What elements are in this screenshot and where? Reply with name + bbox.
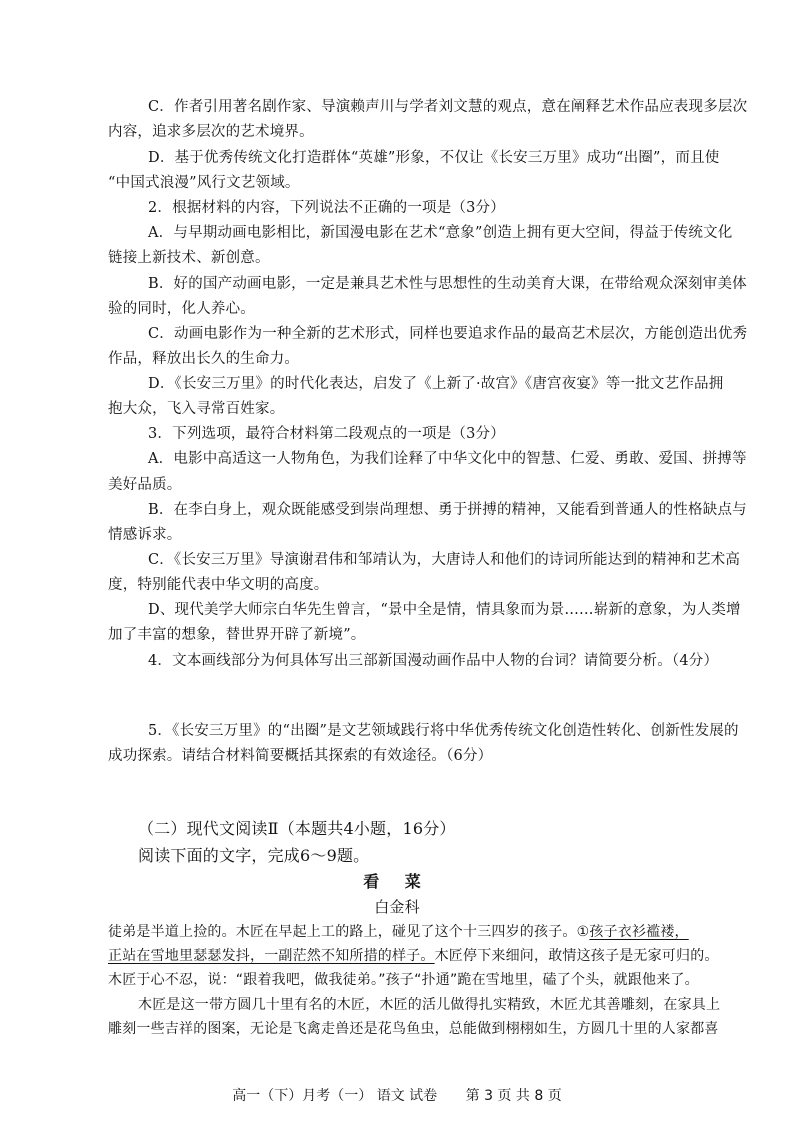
- q2-option-c-line2: 作品，释放出长久的生命力。: [108, 351, 300, 367]
- option-c-line1: C．作者引用著名剧作家、导演赖声川与学者刘文慧的观点，意在阐释艺术作品应表现多层次: [148, 99, 748, 115]
- story-p1-text-2: 木匠停下来细问，敢情这孩子是无家可归的。: [434, 948, 719, 964]
- story-title: 看 菜: [363, 872, 431, 891]
- question-2-stem: 2．根据材料的内容，下列说法不正确的一项是（3分）: [148, 200, 505, 216]
- footer-page-number: 第 3 页 共 8 页: [465, 1088, 562, 1104]
- question-5-line1: 5．《长安三万里》的“出圈”是文艺领域践行将中华优秀传统文化创造性转化、创新性发展的: [148, 723, 739, 739]
- q3-option-d-line2: 加了丰富的想象，替世界开辟了新境”。: [108, 627, 366, 643]
- story-p1-text: 徒弟是半道上捡的。木匠在早起上工的路上，碰见了这个十三四岁的孩子。①: [108, 924, 590, 940]
- story-paragraph-2-line2: 雕刻一些吉祥的图案，无论是飞禽走兽还是花鸟鱼虫，总能做到栩栩如生，方圆几十里的人家都喜: [108, 1021, 719, 1037]
- question-5-line2: 成功探索。请结合材料简要概括其探索的有效途径。（6分）: [108, 748, 493, 764]
- underlined-passage-1: 孩子衣衫褴褛，: [589, 924, 689, 940]
- story-author: 白金科: [374, 898, 420, 916]
- section-2-instruction: 阅读下面的文字，完成6～9题。: [138, 846, 370, 865]
- q3-option-a-line1: A．电影中高适这一人物角色，为我们诠释了中华文化中的智慧、仁爱、勇敢、爱国、拼搏等: [148, 451, 747, 467]
- q3-option-c-line1: C．《长安三万里》导演谢君伟和邹靖认为，大唐诗人和他们的诗词所能达到的精神和艺术高: [148, 552, 741, 568]
- story-paragraph-1-line2: [108, 946, 728, 966]
- q2-option-d-line2: 抱大众，飞入寻常百姓家。: [108, 401, 285, 417]
- question-3-stem: 3．下列选项，最符合材料第二段观点的一项是（3分）: [148, 426, 505, 442]
- q2-option-a-line1: A．与早期动画电影相比，新国漫电影在艺术“意象”创造上拥有更大空间，得益于传统文化: [148, 225, 733, 241]
- q3-option-b-line1: B．在李白身上，观众既能感受到崇尚理想、勇于拼搏的精神，又能看到普通人的性格缺点与: [148, 502, 747, 518]
- q3-option-b-line2: 情感诉求。: [108, 527, 182, 543]
- option-d-line1: D．基于优秀传统文化打造群体“英雄”形象，不仅让《长安三万里》成功“出圈”，而且使: [148, 150, 720, 166]
- story-paragraph-2-line1: 木匠是这一带方圆几十里有名的木匠，木匠的活儿做得扎实精致，木匠尤其善雕刻，在家具上: [138, 997, 721, 1013]
- story-paragraph-1-line3: 木匠于心不忍，说：“跟着我吧，做我徒弟。”孩子“扑通”跪在雪地里，磕了个头，就跟他来了。: [108, 972, 699, 988]
- underlined-passage-1-cont: 正站在雪地里瑟瑟发抖，一副茫然不知所措的样子。: [108, 948, 435, 964]
- q3-option-c-line2: 度，特别能代表中华文明的高度。: [108, 577, 329, 593]
- q2-option-a-line2: 链接上新技术、新创意。: [108, 250, 270, 266]
- section-2-title: （二）现代文阅读Ⅱ（本题共4小题，16分）: [138, 819, 456, 838]
- option-d-line2: “中国式浪漫”风行文艺领域。: [108, 175, 300, 191]
- q3-option-a-line2: 美好品质。: [108, 477, 182, 493]
- page-footer: [0, 1085, 794, 1105]
- footer-exam-name: 高一（下）月考（一） 语文 试卷: [232, 1088, 438, 1104]
- question-4-stem: 4．文本画线部分为何具体写出三部新国漫动画作品中人物的台词？请简要分析。（4分）: [148, 653, 719, 669]
- q2-option-b-line1: B．好的国产动画电影，一定是兼具艺术性与思想性的生动美育大课，在带给观众深刻审美体: [148, 276, 747, 292]
- q2-option-b-line2: 验的同时，化人养心。: [108, 301, 255, 317]
- q3-option-d-line1: D、现代美学大师宗白华先生曾言，“景中全是情，情具象而为景……崭新的意象，为人类增: [148, 602, 741, 618]
- story-paragraph-1-line1: [108, 922, 728, 942]
- q2-option-c-line1: C．动画电影作为一种全新的艺术形式，同样也要追求作品的最高艺术层次，方能创造出优秀: [148, 326, 748, 342]
- q2-option-d-line1: D．《长安三万里》的时代化表达，启发了《上新了·故宫》《唐宫夜宴》等一批文艺作品拥: [148, 376, 724, 392]
- option-c-line2: 内容，追求多层次的艺术境界。: [108, 124, 314, 140]
